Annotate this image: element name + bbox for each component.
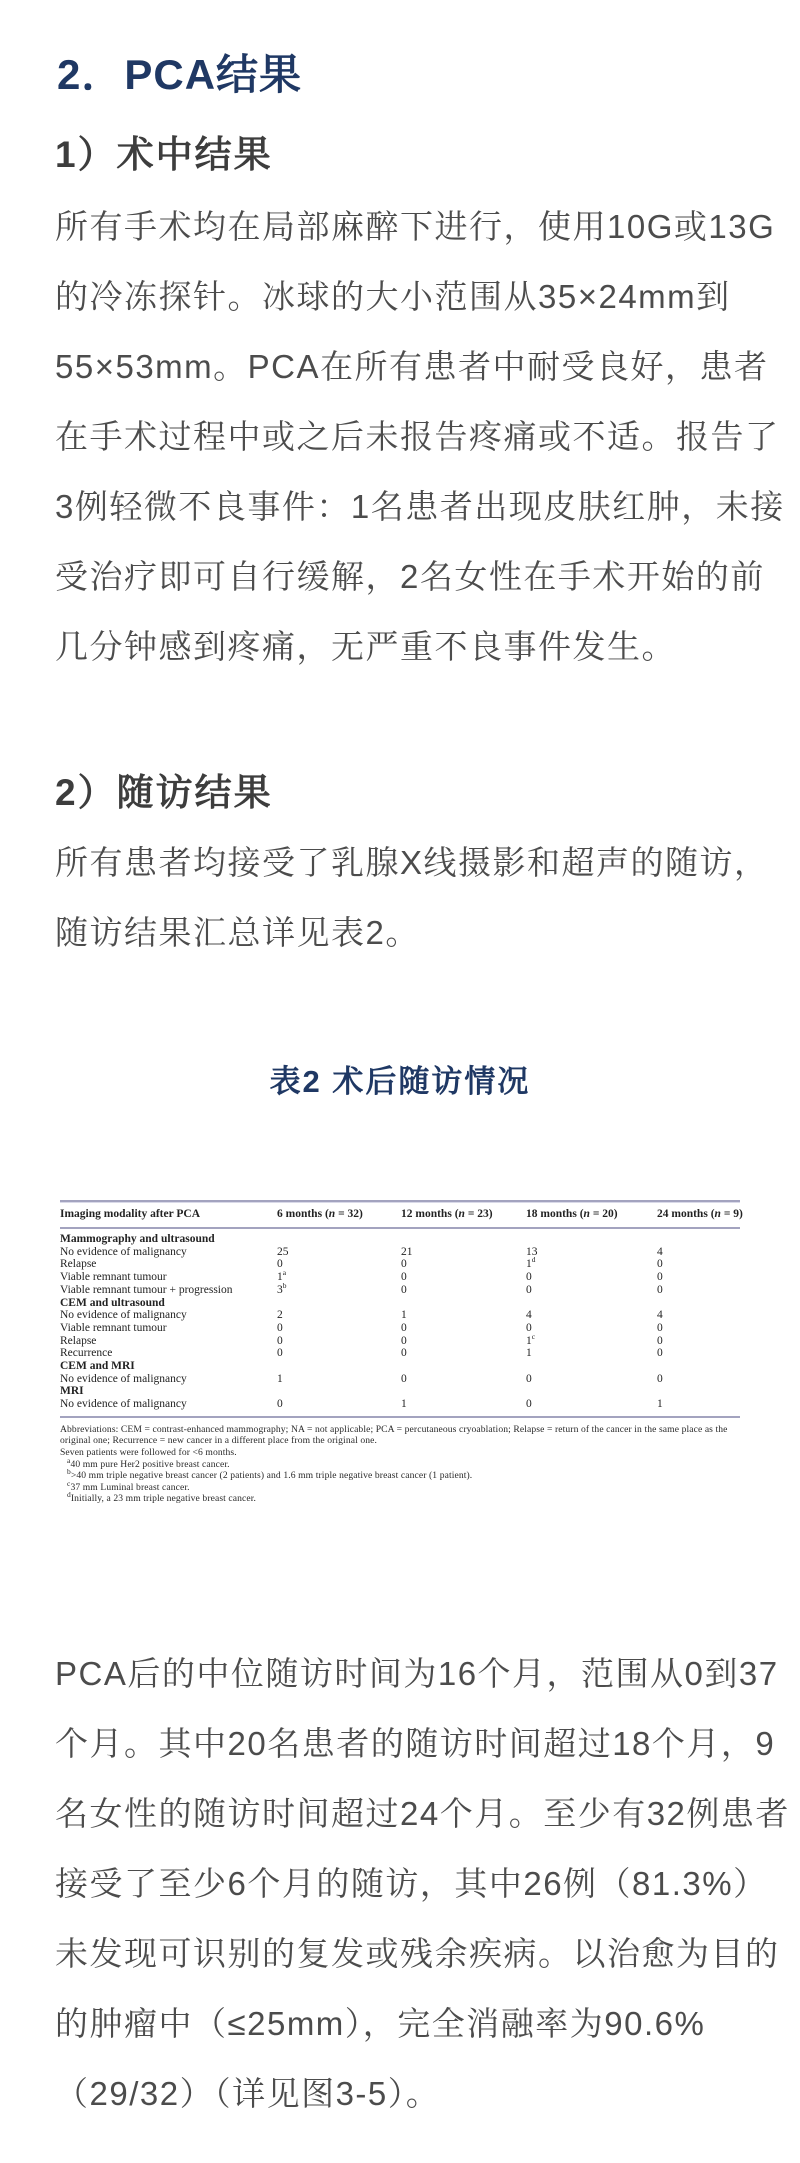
table-cell: 0	[657, 1372, 663, 1385]
table-cell: 0	[657, 1258, 663, 1271]
table-cell: 1	[401, 1398, 407, 1411]
table-cell: 0	[277, 1321, 283, 1334]
table-cell: 0	[657, 1321, 663, 1334]
document-content	[0, 52, 800, 2129]
table-cell: 0	[526, 1283, 532, 1296]
table-cell	[657, 1385, 740, 1398]
text-line: （29/32）（详见图3-5）。	[55, 2075, 441, 2112]
table-caption: 表2 术后随访情况	[269, 1064, 531, 1099]
table-cell: 0	[526, 1372, 532, 1385]
table-cell: 0	[526, 1321, 532, 1334]
table-header-cell: 24 months (n = 9)	[657, 1208, 743, 1220]
table-row-label: MRI	[60, 1385, 84, 1398]
table-cell	[277, 1360, 401, 1373]
text-line: 受治疗即可自行缓解，2名女性在手术开始的前	[55, 558, 765, 595]
table-cell: 0	[657, 1283, 663, 1296]
table-cell: 2	[277, 1309, 283, 1322]
table-cell: 4	[657, 1309, 663, 1322]
table-row	[60, 1309, 740, 1322]
table-body	[60, 1229, 740, 1416]
table-cell: 1	[526, 1347, 532, 1360]
table-cell: 0	[657, 1271, 663, 1284]
table-row-label: CEM and ultrasound	[60, 1296, 165, 1309]
section-heading-intraoperative: 1）术中结果	[55, 134, 273, 175]
text-line: PCA后的中位随访时间为16个月，范围从0到37	[55, 1655, 779, 1692]
table-row-label: Recurrence	[60, 1347, 113, 1360]
table-row	[60, 1255, 740, 1271]
table-header-cell: Imaging modality after PCA	[60, 1208, 201, 1220]
table-cell	[657, 1233, 740, 1246]
footnote-line: Abbreviations: CEM = contrast-enhanced mammography; NA = not applicable; PCA = percutaneous cryoablation; Relapse = return of the cancer in the same place as the original one; Recurrence = new cancer in a different place from the original one.	[60, 1423, 728, 1447]
table-cell: 0	[401, 1334, 407, 1347]
footnote-line: $^a$40 mm pure Her2 positive breast cancer.	[67, 1455, 230, 1470]
table-row-label: Viable remnant tumour	[60, 1271, 167, 1284]
table-cell: 0	[526, 1398, 532, 1411]
text-line: 在手术过程中或之后未报告疼痛或不适。报告了	[55, 418, 780, 455]
table-cell	[277, 1233, 401, 1246]
text-line: 3例轻微不良事件：1名患者出现皮肤红肿，未接	[55, 488, 785, 525]
table-cell: 1$^a$	[277, 1268, 287, 1284]
footnote-line: $^b$>40 mm triple negative breast cancer (2 patients) and 1.6 mm triple negative breast cancer (1 patient).	[67, 1467, 473, 1482]
table-row	[60, 1268, 740, 1284]
table-cell: 0	[277, 1334, 283, 1347]
table-row	[60, 1280, 740, 1297]
table-cell: 0	[401, 1321, 407, 1334]
table-cell: 1	[657, 1398, 663, 1411]
table-cell: 4	[657, 1245, 663, 1258]
table-cell	[401, 1297, 526, 1310]
text-line: 接受了至少6个月的随访，其中26例（81.3%）	[55, 1865, 768, 1902]
table-footnotes	[60, 1424, 740, 1505]
footnote-line: $^d$Initially, a 23 mm triple negative breast cancer.	[67, 1490, 257, 1505]
table-cell: 0	[526, 1271, 532, 1284]
table-cell: 0	[277, 1347, 283, 1360]
table-cell	[401, 1233, 526, 1246]
table-cell: 25	[277, 1245, 289, 1258]
table-cell: 0	[401, 1258, 407, 1271]
paragraph-followup-intro	[55, 828, 769, 968]
table-row	[60, 1360, 740, 1373]
table-cell	[277, 1385, 401, 1398]
table-row-label: No evidence of malignancy	[60, 1245, 187, 1258]
paragraph-intraoperative	[55, 192, 785, 682]
table-cell	[277, 1297, 401, 1310]
table-cell	[401, 1360, 526, 1373]
page-title: 2．PCA结果	[57, 51, 303, 98]
table-row	[60, 1331, 740, 1348]
text-line: 几分钟感到疼痛，无严重不良事件发生。	[55, 628, 676, 665]
table-cell: 3$^b$	[277, 1280, 287, 1296]
text-line: 随访结果汇总详见表2。	[55, 914, 420, 951]
table-cell	[657, 1360, 740, 1373]
table-row-label: No evidence of malignancy	[60, 1372, 187, 1385]
text-line: 的肿瘤中（≤25mm），完全消融率为90.6%	[55, 2005, 706, 2042]
text-line: 名女性的随访时间超过24个月。至少有32例患者	[55, 1795, 790, 1832]
table-cell: 0	[401, 1271, 407, 1284]
text-line: 55×53mm。PCA在所有患者中耐受良好，患者	[55, 348, 769, 385]
table-cell	[526, 1385, 657, 1398]
table-row-label: No evidence of malignancy	[60, 1309, 187, 1322]
table-header-row	[60, 1203, 743, 1227]
followup-table	[60, 1200, 743, 1505]
table-row	[60, 1322, 740, 1335]
table-cell: 0	[401, 1347, 407, 1360]
footnote-line: $^c$37 mm Luminal breast cancer.	[67, 1478, 190, 1493]
table-row-label: Relapse	[60, 1258, 97, 1271]
text-line: 所有手术均在局部麻醉下进行，使用10G或13G	[55, 208, 776, 245]
table-cell: 0	[277, 1398, 283, 1411]
table-row-label: Viable remnant tumour	[60, 1321, 167, 1334]
table-cell	[657, 1297, 740, 1310]
footnote-line: Seven patients were followed for <6 months.	[60, 1447, 237, 1459]
table-row-label: No evidence of malignancy	[60, 1398, 187, 1411]
table-cell: 13	[526, 1245, 538, 1258]
table-cell	[526, 1360, 657, 1373]
table-cell: 1$^c$	[526, 1331, 536, 1347]
table-cell: 1$^d$	[526, 1255, 536, 1271]
table-header-cell: 6 months (n = 32)	[277, 1208, 363, 1220]
paragraph-followup-results	[55, 1639, 790, 2129]
table-row	[60, 1385, 740, 1398]
table-cell: 0	[657, 1334, 663, 1347]
table-cell: 0	[401, 1372, 407, 1385]
table-row-label: Relapse	[60, 1334, 97, 1347]
text-line: 个月。其中20名患者的随访时间超过18个月，9	[55, 1725, 776, 1762]
table-row	[60, 1373, 740, 1386]
table-cell: 0	[657, 1347, 663, 1360]
text-line: 的冷冻探针。冰球的大小范围从35×24mm到	[55, 278, 731, 315]
table-cell	[401, 1385, 526, 1398]
table-cell: 0	[401, 1283, 407, 1296]
table-row-label: Mammography and ultrasound	[60, 1233, 215, 1245]
table-row	[60, 1246, 740, 1259]
table-cell	[526, 1297, 657, 1310]
table-cell: 21	[401, 1245, 413, 1258]
table-row-label: Viable remnant tumour + progression	[60, 1283, 233, 1296]
table-cell: 0	[277, 1258, 283, 1271]
text-line: 所有患者均接受了乳腺X线摄影和超声的随访，	[55, 844, 769, 881]
table-cell: 1	[401, 1309, 407, 1322]
table-cell	[526, 1233, 657, 1246]
text-line: 未发现可识别的复发或残余疾病。以治愈为目的	[55, 1935, 780, 1972]
table-row	[60, 1233, 740, 1246]
table-row-label: CEM and MRI	[60, 1360, 135, 1373]
table-header-cell: 18 months (n = 20)	[526, 1208, 618, 1220]
table-row	[60, 1297, 740, 1310]
section-heading-followup: 2）随访结果	[55, 772, 273, 813]
table-header-cell: 12 months (n = 23)	[401, 1208, 493, 1220]
table-bottom-rule	[60, 1416, 740, 1418]
table-cell: 4	[526, 1309, 532, 1322]
table-row	[60, 1347, 740, 1360]
table-row	[60, 1398, 740, 1411]
table-cell: 1	[277, 1372, 283, 1385]
